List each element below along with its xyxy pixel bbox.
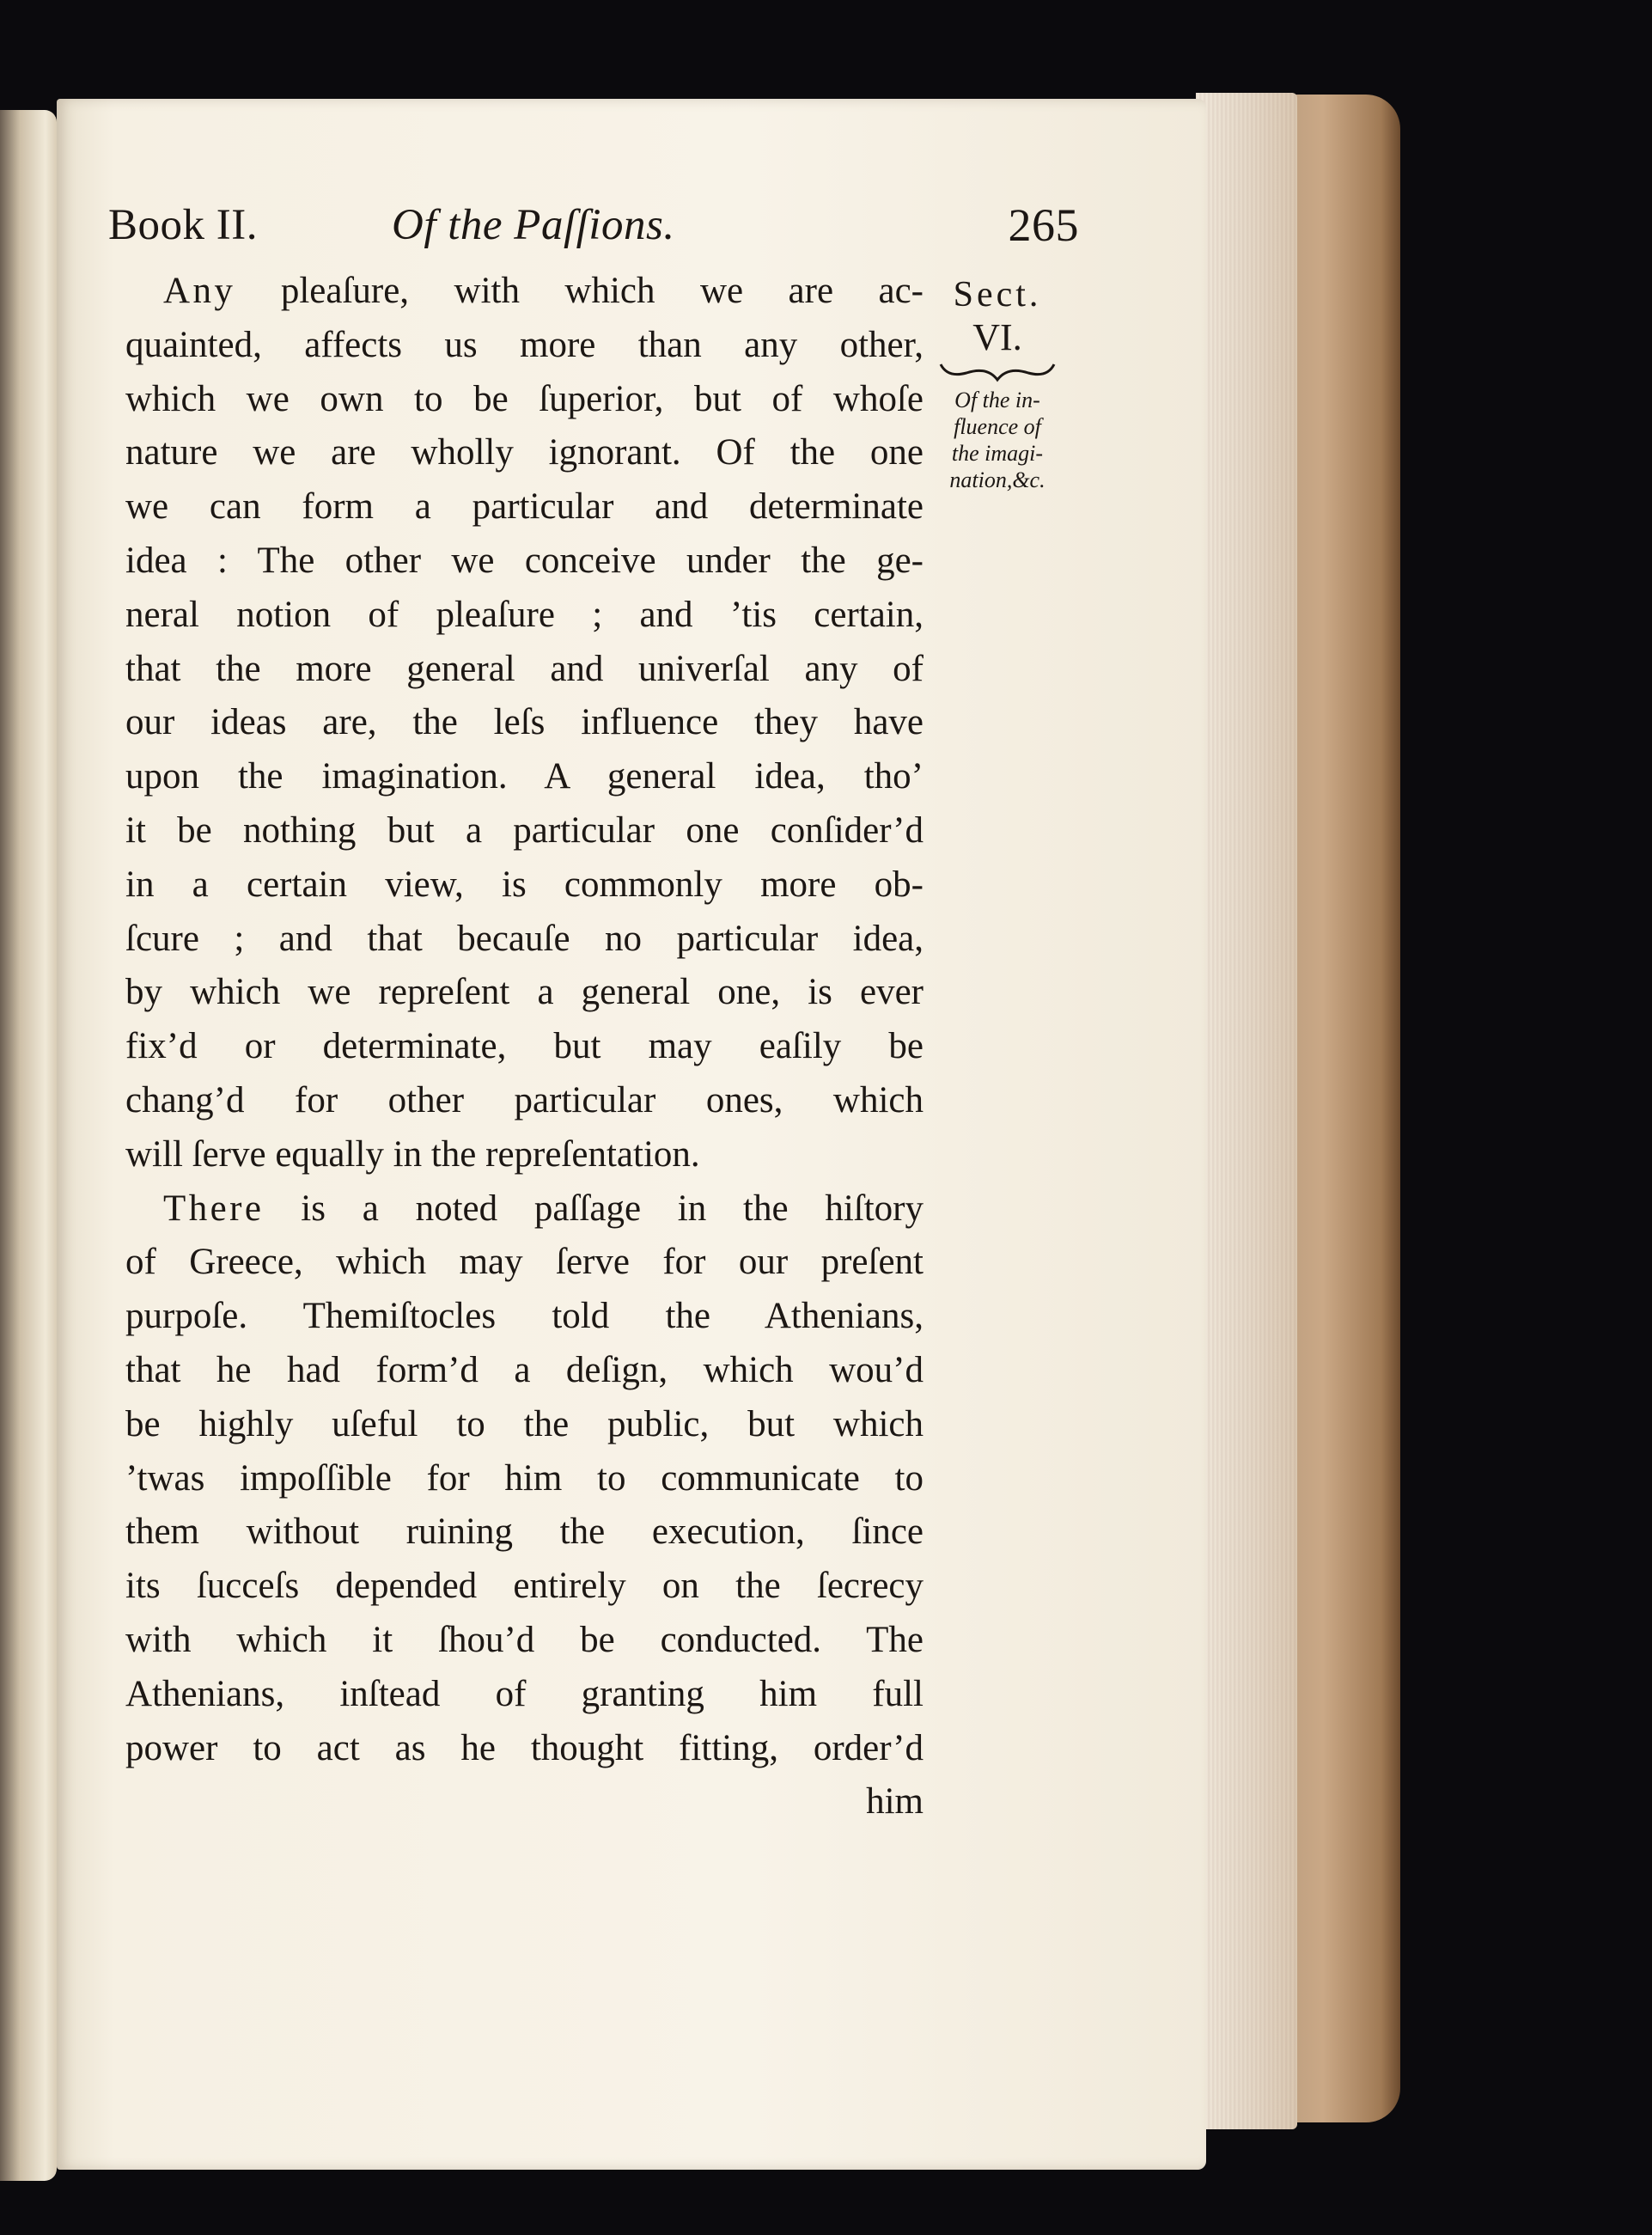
section-subject-line: nation,&c. <box>949 467 1045 492</box>
line-text: is a noted paſſage in the hiſtory <box>264 1188 924 1229</box>
section-subject <box>924 387 1070 493</box>
paragraph-line: be highly uſeful to the public, but which <box>125 1403 924 1444</box>
paragraph-line: that the more general and univerſal any of <box>125 648 924 689</box>
paragraph-line: that he had form’d a deſign, which wou’d <box>125 1349 924 1390</box>
paragraph-line: upon the imagination. A general idea, tho’ <box>125 756 924 797</box>
section-label: Sect. <box>953 275 1042 314</box>
paragraph-line: purpoſe. Themiſtocles told the Athenians, <box>125 1296 924 1337</box>
paragraph-line: with which it ſhou’d be conducted. The <box>125 1619 924 1660</box>
paragraph-line: ’twas impoſſible for him to communicate to <box>125 1457 924 1499</box>
section-number: VI. <box>972 316 1022 358</box>
book-label: Book II. <box>108 201 258 249</box>
running-head-title: Of the Paſſions. <box>392 201 675 249</box>
paragraph-lead-word: There <box>163 1188 265 1229</box>
paragraph-line: of Greece, which may ſerve for our preſent <box>125 1242 924 1283</box>
paragraph-line: chang’d for other particular ones, which <box>125 1079 924 1121</box>
paragraph-line: its ſucceſs depended entirely on the ſecrecy <box>125 1566 924 1607</box>
paragraph-line: by which we repreſent a general one, is ever <box>125 972 924 1013</box>
paragraph-line: nature we are wholly ignorant. Of the one <box>125 432 924 473</box>
paragraph-line: Athenians, inſtead of granting him full <box>125 1673 924 1714</box>
section-subject-line: the imagi- <box>951 441 1044 466</box>
paragraph-line <box>125 265 924 319</box>
brace-ornament-icon <box>937 359 1058 385</box>
paragraph-line: ſcure ; and that becauſe no particular idea, <box>125 918 924 959</box>
facing-page-edge <box>0 110 57 2181</box>
paragraph-line: quainted, affects us more than any other, <box>125 324 924 365</box>
body-text <box>125 265 924 1829</box>
margin-note <box>924 273 1070 493</box>
paragraph-line: power to act as he thought fitting, order’d <box>125 1727 924 1768</box>
paragraph-line: fix’d or determinate, but may eaſily be <box>125 1026 924 1067</box>
paragraph-line: in a certain view, is commonly more ob- <box>125 864 924 905</box>
line-text: pleaſure, with which we are ac- <box>235 271 924 311</box>
page-number: 265 <box>1008 199 1079 251</box>
paragraph-line: which we own to be ſuperior, but of whoſe <box>125 378 924 419</box>
page-block-edges <box>1196 93 1297 2129</box>
paragraph-line: neral notion of pleaſure ; and ’tis certain, <box>125 594 924 635</box>
paragraph-line: will ſerve equally in the repreſentation. <box>125 1133 700 1175</box>
paragraph-lead-word: Any <box>163 271 236 311</box>
section-subject-line: fluence of <box>954 414 1041 439</box>
paragraph-line: idea : The other we conceive under the ge- <box>125 540 924 581</box>
running-head <box>108 191 1079 260</box>
paragraph-line: our ideas are, the leſs influence they have <box>125 702 924 743</box>
paragraph-line: them without ruining the execution, ſince <box>125 1511 924 1553</box>
catchword: him <box>866 1781 924 1823</box>
paragraph-line: it be nothing but a particular one conſider’d <box>125 809 924 851</box>
section-subject-line: Of the in- <box>954 388 1040 412</box>
paragraph-line: we can form a particular and determinate <box>125 486 924 528</box>
paragraph-line <box>125 1182 924 1237</box>
